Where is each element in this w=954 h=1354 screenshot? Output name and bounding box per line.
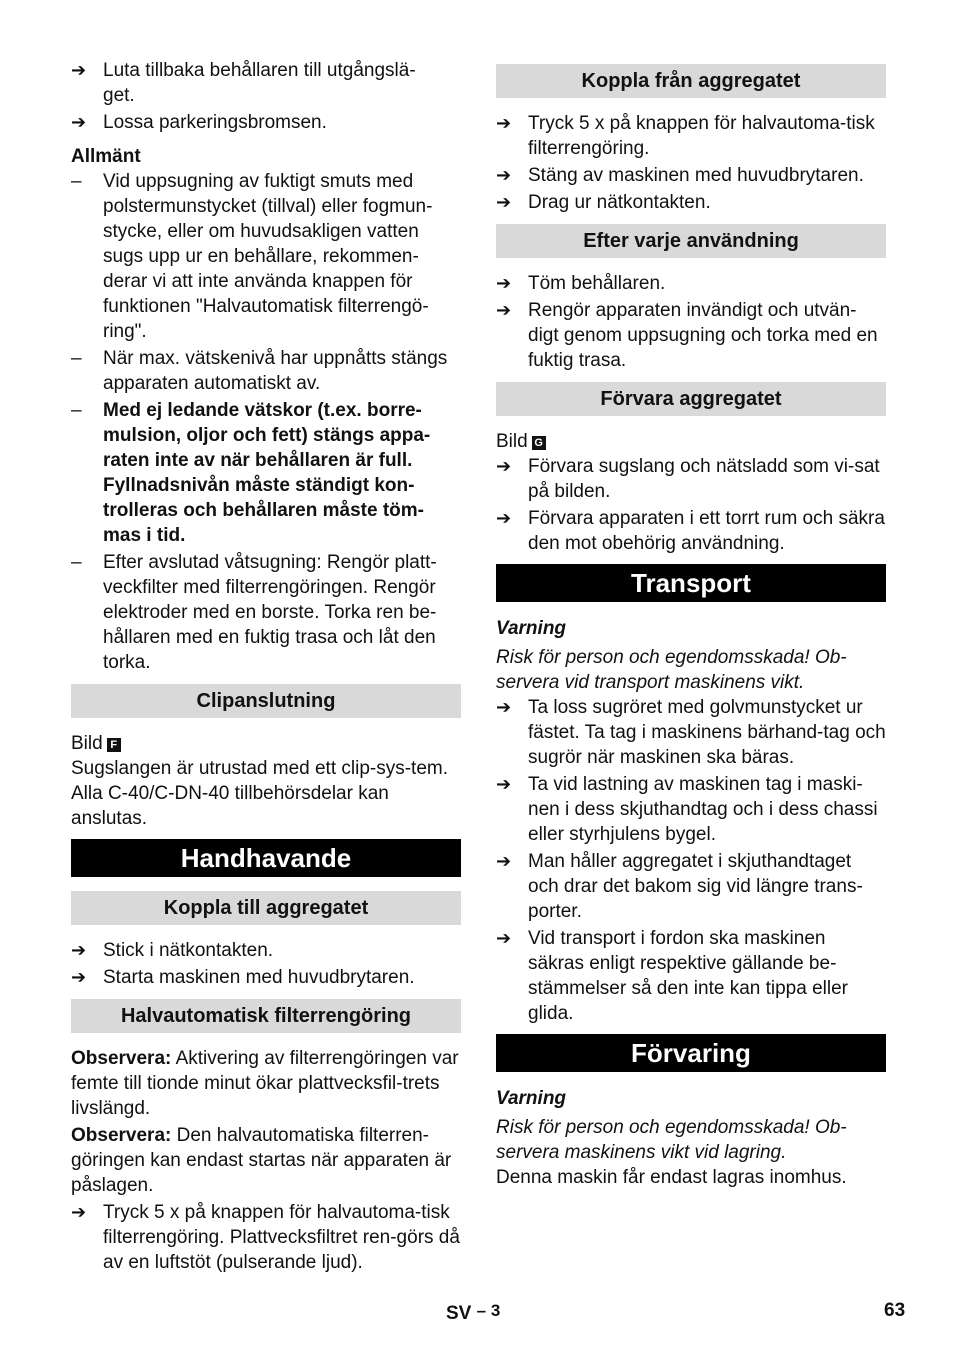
- dash-icon: –: [71, 552, 82, 573]
- clip-bild-ref: Bild F: [71, 731, 461, 756]
- clip-text: Sugslangen är utrustad med ett clip-sys-tem. Alla C-40/C-DN-40 tillbehörsdelar kan anslutas.: [71, 758, 449, 829]
- page-number: 63: [884, 1300, 906, 1321]
- list-item: ➔ Vid transport i fordon ska maskinen säkras enligt respektive gällande be-stämmelser så den inte kan tippa eller glida.: [496, 928, 848, 1024]
- list-item: ➔ Rengör apparaten invändigt och utvän-digt genom uppsugning och torka med en fuktig trasa.: [496, 300, 878, 371]
- list-item: ➔ Förvara sugslang och nätsladd som vi-sat på bilden.: [496, 456, 880, 502]
- arrow-icon: ➔: [71, 967, 87, 987]
- list-item: ➔ Stick i nätkontakten.: [71, 940, 274, 961]
- list-item: ➔ Lossa parkeringsbromsen.: [71, 112, 327, 133]
- koppla-fran-list: [496, 111, 886, 215]
- footer-section: SV – 3: [446, 1301, 501, 1324]
- koppla-till-heading: Koppla till aggregatet: [71, 891, 461, 925]
- arrow-icon: ➔: [496, 774, 512, 794]
- list-item: – När max. vätskenivå har uppnåtts stängs apparaten automatiskt av.: [71, 348, 448, 394]
- warning-label: Varning: [496, 1088, 567, 1109]
- list-item: ➔ Ta vid lastning av maskinen tag i maski-nen i dess skjuthandtag och i dess chassi eller styrhjulens bygel.: [496, 774, 878, 845]
- transport-list: [496, 695, 886, 1026]
- arrow-icon: ➔: [496, 508, 512, 528]
- arrow-icon: ➔: [496, 192, 512, 212]
- arrow-icon: ➔: [496, 697, 512, 717]
- list-item: – Med ej ledande vätskor (t.ex. borre-mulsion, oljor och fett) stängs appa-raten inte av när behållaren är full. Fyllnadsnivån måste ständigt kon-trolleras och behållaren måste töm-mas i tid.: [71, 400, 431, 546]
- arrow-icon: ➔: [496, 928, 512, 948]
- figure-key-icon: F: [107, 738, 121, 752]
- arrow-icon: ➔: [496, 113, 512, 133]
- list-item: ➔ Tryck 5 x på knappen för halvautoma-tisk filterrengöring. Plattvecksfiltret ren-görs då av en luftstöt (pulserande ljud).: [71, 1202, 460, 1273]
- list-item: ➔ Ta loss sugröret med golvmunstycket ur fästet. Ta tag i maskinens bärhand-tag och sugrör när maskinen ska bäras.: [496, 697, 886, 768]
- arrow-icon: ➔: [71, 940, 87, 960]
- forvara-bild-ref: Bild G: [496, 429, 886, 454]
- forvara-list: [496, 454, 886, 556]
- warning-text: Risk för person och egendomsskada! Ob-servera maskinens vikt vid lagring.: [496, 1117, 847, 1163]
- clip-heading: Clipanslutning: [71, 684, 461, 718]
- arrow-icon: ➔: [496, 851, 512, 871]
- efter-heading: Efter varje användning: [496, 224, 886, 258]
- list-item: – Vid uppsugning av fuktigt smuts med polstermunstycket (tillval) eller fogmun-stycke, eller om huvudsakligen vatten sugs upp ur en behållare, rekommen-derar vi att inte använda knappen för funktionen "Halvautomatisk filterrengö-ring".: [71, 171, 433, 342]
- list-item: ➔ Förvara apparaten i ett torrt rum och säkra den mot obehörig användning.: [496, 508, 885, 554]
- allmant-heading: Allmänt: [71, 146, 141, 167]
- dash-icon: –: [71, 400, 82, 421]
- list-item: ➔ Tryck 5 x på knappen för halvautoma-tisk filterrengöring.: [496, 113, 875, 159]
- warning-label: Varning: [496, 618, 567, 639]
- halvauto-heading: Halvautomatisk filterrengöring: [71, 999, 461, 1033]
- list-item: ➔ Töm behållaren.: [496, 273, 666, 294]
- arrow-icon: ➔: [496, 273, 512, 293]
- list-item: – Efter avslutad våtsugning: Rengör platt-veckfilter med filterrengöringen. Rengör elektroder med en borste. Torka ren be-hållaren med en fuktig trasa och låt den torka.: [71, 552, 437, 673]
- note-2: Observera: Den halvautomatiska filterren-göringen kan endast startas när apparaten är påslagen.: [71, 1125, 452, 1196]
- arrow-icon: ➔: [71, 1202, 87, 1222]
- efter-list: [496, 271, 886, 373]
- warning-text: Risk för person och egendomsskada! Ob-servera vid transport maskinens vikt.: [496, 647, 847, 693]
- left-column: [71, 58, 461, 1277]
- list-item: ➔ Drag ur nätkontakten.: [496, 192, 711, 213]
- list-item: ➔ Stäng av maskinen med huvudbrytaren.: [496, 165, 864, 186]
- dash-icon: –: [71, 171, 82, 192]
- allmant-list: [71, 169, 461, 675]
- koppla-fran-heading: Koppla från aggregatet: [496, 64, 886, 98]
- arrow-icon: ➔: [496, 456, 512, 476]
- list-item: ➔ Man håller aggregatet i skjuthandtaget och drar det bakom sig vid längre trans-porter.: [496, 851, 863, 922]
- arrow-icon: ➔: [71, 60, 87, 80]
- figure-key-icon: G: [532, 436, 546, 450]
- right-column: [496, 58, 886, 1190]
- transport-heading: Transport: [496, 564, 886, 602]
- dash-icon: –: [71, 348, 82, 369]
- arrow-icon: ➔: [71, 112, 87, 132]
- forvaring-text: Denna maskin får endast lagras inomhus.: [496, 1167, 847, 1188]
- list-item: ➔ Luta tillbaka behållaren till utgångslä- get.: [71, 60, 416, 106]
- handhavande-heading: Handhavande: [71, 839, 461, 877]
- intro-list: [71, 58, 461, 135]
- list-item: ➔ Starta maskinen med huvudbrytaren.: [71, 967, 415, 988]
- forvaring-heading: Förvaring: [496, 1034, 886, 1072]
- arrow-icon: ➔: [496, 300, 512, 320]
- note-1: Observera: Aktivering av filterrengöringen var femte till tionde minut ökar plattvecksfil-trets livslängd.: [71, 1048, 459, 1119]
- koppla-till-list: [71, 938, 461, 990]
- arrow-icon: ➔: [496, 165, 512, 185]
- forvara-heading: Förvara aggregatet: [496, 382, 886, 416]
